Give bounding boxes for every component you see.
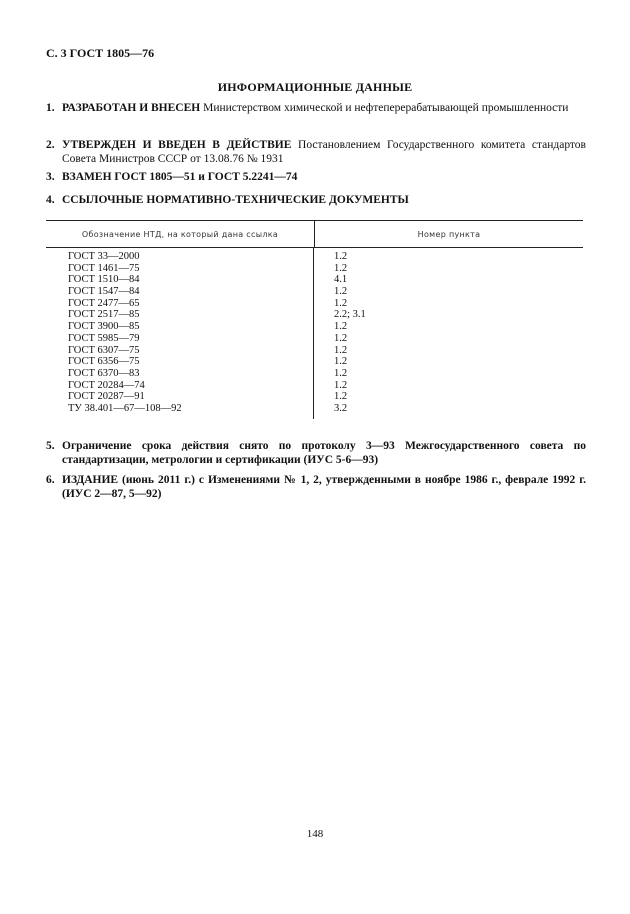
cell-designation: ГОСТ 3900—85 [68,321,140,333]
cell-clause: 1.2 [334,391,348,403]
cell-designation: ГОСТ 1461—75 [68,262,140,274]
item-number: 3. [46,171,55,183]
item-number: 5. [46,440,55,452]
item-heading: ИЗДАНИЕ (июнь 2011 г.) с Изменениями № 1, 2, утвержденными в ноябре 1986 г., феврале 1992 г. (ИУС 2—87, 5—92) [62,474,586,500]
item-text: Министерством химической и нефтеперерабатывающей промышленности [200,102,569,114]
cell-clause: 1.2 [334,286,348,298]
info-item-5 [46,439,586,467]
item-heading: ССЫЛОЧНЫЕ НОРМАТИВНО-ТЕХНИЧЕСКИЕ ДОКУМЕНТЫ [62,194,409,206]
cell-designation: ГОСТ 6356—75 [68,356,140,368]
item-number: 6. [46,474,55,486]
table-body [46,248,583,419]
cell-designation: ГОСТ 2517—85 [68,309,140,321]
reference-documents-table [46,220,583,419]
cell-clause: 4.1 [334,274,348,286]
cell-designation: ТУ 38.401—67—108—92 [68,402,182,414]
item-heading: УТВЕРЖДЕН И ВВЕДЕН В ДЕЙСТВИЕ [62,139,292,151]
cell-clause: 1.2 [334,344,348,356]
item-number: 2. [46,139,55,151]
page-number: 148 [306,828,324,840]
page-header: С. 3 ГОСТ 1805—76 [46,46,155,60]
cell-designation: ГОСТ 2477—65 [68,297,140,309]
cell-clause: 1.2 [334,321,348,333]
column-header-clause: Номер пункта [417,229,481,239]
info-item-4 [46,193,586,207]
column-header-designation: Обозначение НТД, на который дана ссылка [46,221,315,247]
cell-clause: 2.2; 3.1 [334,309,366,321]
column-designation [46,248,314,419]
item-heading: ВЗАМЕН ГОСТ 1805—51 и ГОСТ 5.2241—74 [62,171,298,183]
cell-designation: ГОСТ 5985—79 [68,332,140,344]
cell-clause: 1.2 [334,356,348,368]
item-number: 4. [46,194,55,206]
cell-designation: ГОСТ 20284—74 [68,379,145,391]
item-text: Постановлением Государственного комитета стандартов Совета Министров СССР от 13.08.76 № 1931 [62,139,586,165]
info-item-1 [46,101,586,115]
cell-clause: 1.2 [334,262,348,274]
cell-designation: ГОСТ 1510—84 [68,274,140,286]
item-heading: РАЗРАБОТАН И ВНЕСЕН [62,102,201,114]
cell-designation: ГОСТ 6370—83 [68,367,140,379]
table-header [46,221,583,248]
cell-designation: ГОСТ 33—2000 [68,251,140,262]
cell-designation: ГОСТ 20287—91 [68,391,145,403]
cell-clause: 1.2 [334,332,348,344]
cell-clause: 1.2 [334,297,348,309]
cell-clause: 1.2 [334,367,348,379]
section-title: ИНФОРМАЦИОННЫЕ ДАННЫЕ [217,80,413,94]
cell-designation: ГОСТ 6307—75 [68,344,140,356]
cell-clause: 3.2 [334,402,348,414]
item-number: 1. [46,102,55,114]
info-item-6 [46,473,586,501]
info-item-2 [46,138,586,166]
info-item-3 [46,170,586,184]
cell-clause: 1.2 [334,379,348,391]
item-heading: Ограничение срока действия снято по протоколу 3—93 Межгосударственного совета по стандартизации, метрологии и сертификации (ИУС 5-6—93) [62,440,586,466]
cell-designation: ГОСТ 1547—84 [68,286,140,298]
cell-clause: 1.2 [334,251,348,262]
column-clause [314,248,583,419]
